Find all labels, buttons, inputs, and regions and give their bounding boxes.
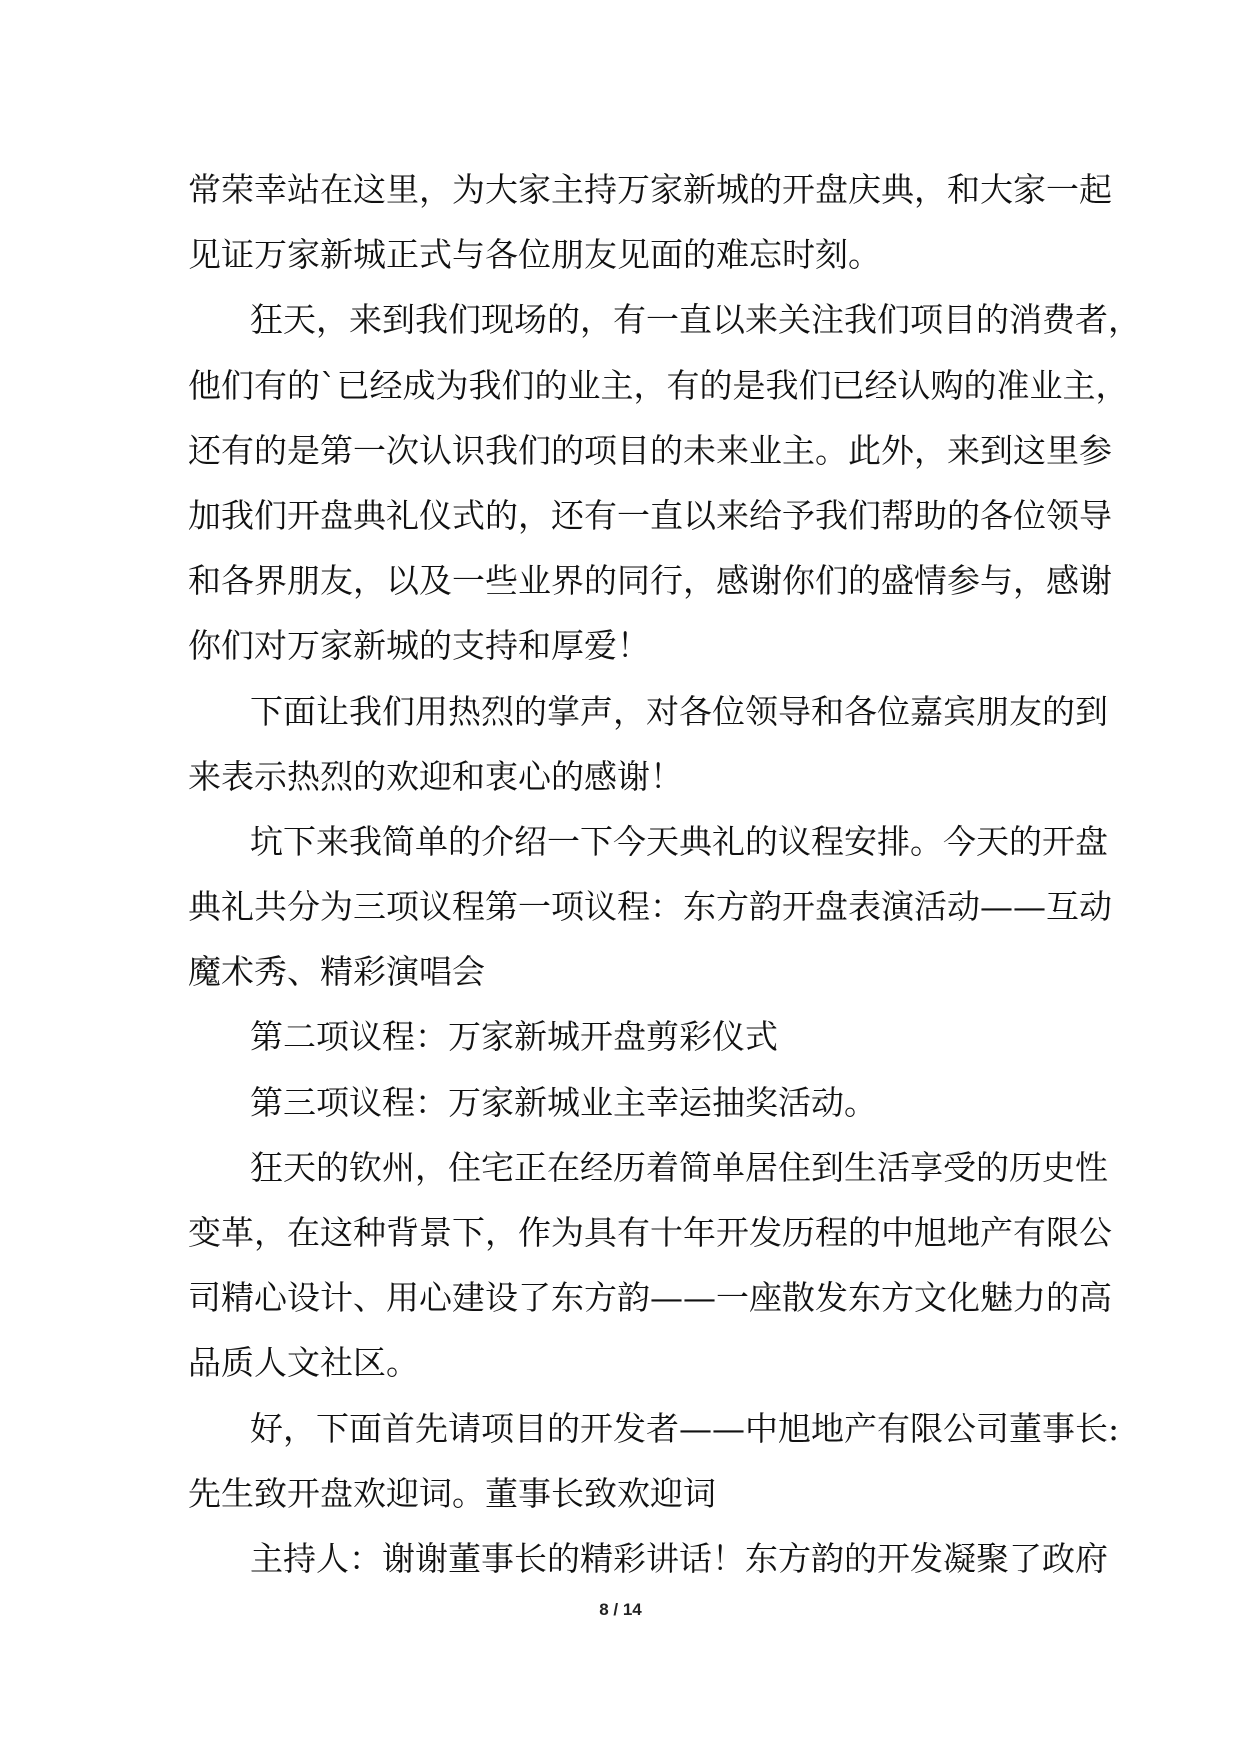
text-line-20: 好，下面首先请项目的开发者——中旭地产有限公司董事长: (250, 1408, 1120, 1448)
text-line-13: 魔术秀、精彩演唱会 (188, 952, 485, 992)
text-line-16: 狂天的钦州，住宅正在经历着简单居住到生活享受的历史性 (250, 1147, 1108, 1187)
text-line-4: 他们有的`已经成为我们的业主，有的是我们已经认购的准业主， (188, 365, 1129, 405)
text-line-10: 来表示热烈的欢迎和衷心的感谢！ (188, 756, 683, 796)
body-text (188, 157, 1141, 1591)
text-line-6: 加我们开盘典礼仪式的，还有一直以来给予我们帮助的各位领导 (188, 495, 1112, 535)
text-line-18: 司精心设计、用心建设了东方韵——一座散发东方文化魅力的高 (188, 1278, 1112, 1318)
text-line-21: 先生致开盘欢迎词。董事长致欢迎词 (188, 1473, 716, 1513)
text-line-9: 下面让我们用热烈的掌声，对各位领导和各位嘉宾朋友的到 (250, 691, 1108, 731)
text-line-17: 变革，在这种背景下，作为具有十年开发历程的中旭地产有限公 (188, 1213, 1112, 1252)
text-line-11: 坑下来我简单的介绍一下今天典礼的议程安排。今天的开盘 (250, 821, 1108, 861)
text-line-5: 还有的是第一次认识我们的项目的未来业主。此外，来到这里参 (188, 430, 1112, 470)
text-line-7: 和各界朋友，以及一些业界的同行，感谢你们的盛情参与，感谢 (188, 561, 1112, 601)
text-line-12: 典礼共分为三项议程第一项议程：东方韵开盘表演活动——互动 (188, 887, 1112, 927)
text-line-14: 第二项议程：万家新城开盘剪彩仪式 (250, 1017, 778, 1057)
text-line-3: 狂天，来到我们现场的，有一直以来关注我们项目的消费者， (250, 300, 1141, 340)
text-line-22: 主持人：谢谢董事长的精彩讲话！东方韵的开发凝聚了政府 (250, 1538, 1108, 1578)
text-line-8: 你们对万家新城的支持和厚爱！ (188, 626, 650, 666)
text-line-15: 第三项议程：万家新城业主幸运抽奖活动。 (250, 1082, 877, 1122)
text-line-2: 见证万家新城正式与各位朋友见面的难忘时刻。 (188, 235, 881, 275)
text-line-19: 品质人文社区。 (188, 1343, 419, 1383)
page-number: 8 / 14 (599, 1600, 642, 1619)
text-line-1: 常荣幸站在这里，为大家主持万家新城的开盘庆典，和大家一起 (188, 170, 1112, 209)
